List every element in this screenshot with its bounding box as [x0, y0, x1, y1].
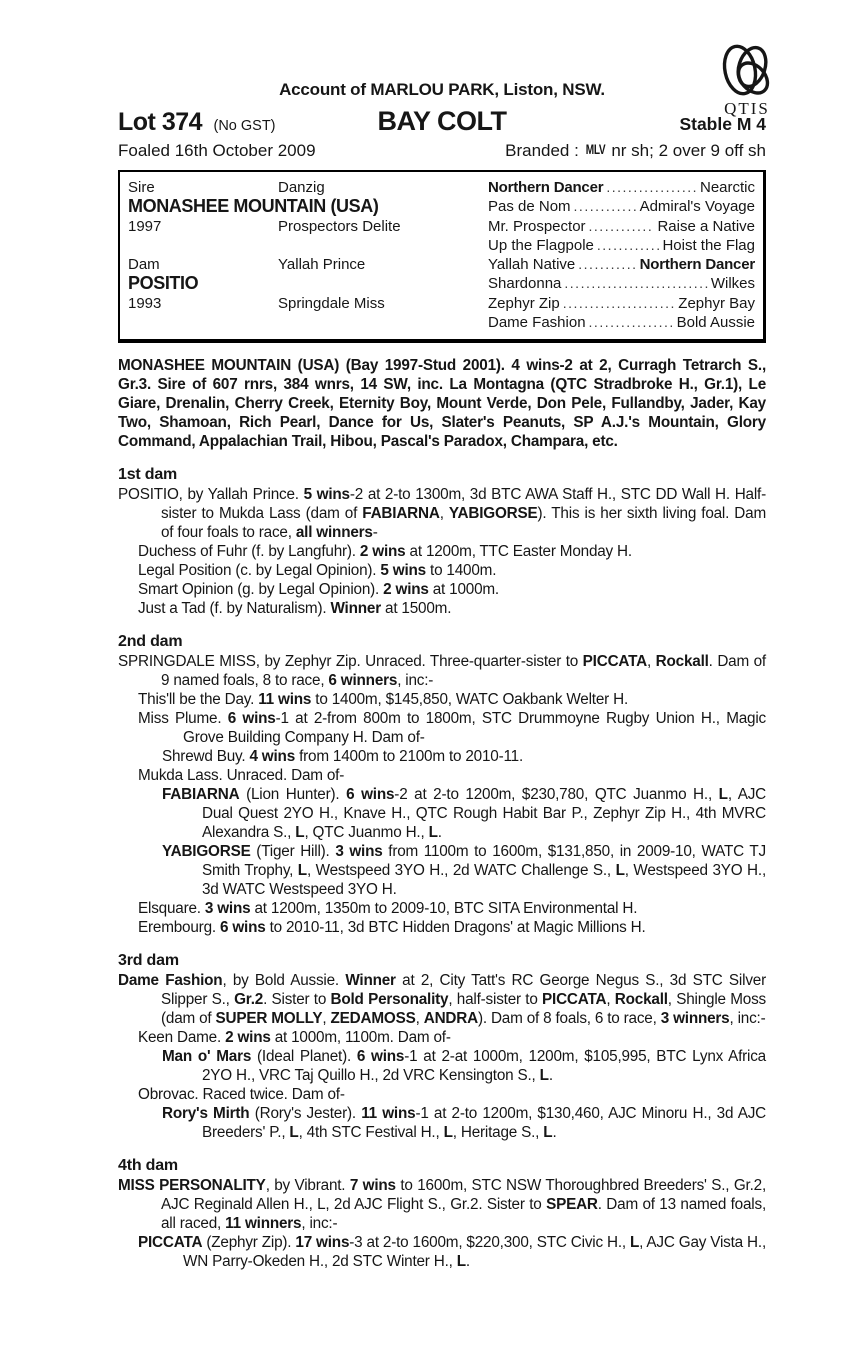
dotted-leader: [589, 217, 655, 236]
great-grandparent-name: Zephyr Bay: [678, 294, 755, 312]
dotted-leader: [578, 255, 636, 274]
dotted-leader: [589, 313, 674, 332]
foaled-branded-row: [118, 141, 766, 161]
pedigree-paragraph: Mukda Lass. Unraced. Dam of-: [138, 767, 345, 785]
branded-detail: nr sh; 2 over 9 off sh: [611, 141, 766, 160]
sire-name: MONASHEE MOUNTAIN (USA): [128, 196, 379, 217]
grandparent-name: Shardonna: [488, 275, 562, 293]
pedigree-paragraph: Obrovac. Raced twice. Dam of-: [138, 1086, 345, 1104]
pedigree-paragraph: Erembourg. 6 wins to 2010-11, 3d BTC Hidden Dragons' at Magic Millions H.: [138, 919, 646, 937]
great-grandparent-name: Hoist the Flag: [662, 236, 755, 254]
pedigree-grandparent-row: [488, 236, 755, 255]
pedigree-paragraph: Shrewd Buy. 4 wins from 1400m to 2100m to 2010-11.: [162, 748, 524, 766]
pedigree-paragraph: Just a Tad (f. by Naturalism). Winner at 1500m.: [138, 600, 452, 618]
pedigree-paragraph: Rory's Mirth (Rory's Jester). 11 wins-1 at 2-to 1200m, $130,460, AJC Minoru H., 3d AJC Breeders' P., L, 4th STC Festival H., L, Heritage S., L.: [162, 1105, 767, 1142]
great-grandparent-name: Wilkes: [710, 275, 755, 293]
branded-label: Branded :: [505, 141, 579, 160]
pedigree-paragraph: Duchess of Fuhr (f. by Langfuhr). 2 wins at 1200m, TTC Easter Monday H.: [138, 543, 632, 561]
dotted-leader: [574, 197, 637, 216]
pedigree-paragraph: YABIGORSE (Tiger Hill). 3 wins from 1100m to 1600m, $131,850, in 2009-10, WATC TJ Smith Trophy, L, Westspeed 3YO H., 2d WATC Challenge S., L, Westspeed 3YO H., 3d WATC Westspeed 3YO H.: [162, 843, 767, 899]
lot-header-row: [118, 106, 766, 137]
great-grandparent-name: Bold Aussie: [676, 314, 755, 332]
dotted-leader: [606, 178, 697, 197]
pedigree-paragraph: Miss Plume. 6 wins-1 at 2-from 800m to 1800m, STC Drummoyne Rugby Union H., Magic Grove Building Company H. Dam of-: [138, 710, 766, 747]
pedigree-grandparent-row: [488, 274, 755, 293]
dam-section-heading: 4th dam: [118, 1157, 178, 1175]
catalogue-page: [118, 0, 766, 1271]
dam-name: POSITIO: [128, 273, 199, 294]
pedigree-paragraph: Man o' Mars (Ideal Planet). 6 wins-1 at 2-at 1000m, 1200m, $105,995, BTC Lynx Africa 2YO H., VRC Taj Quillo H., 2d VRC Kensington S., L.: [162, 1048, 766, 1085]
page-title: BAY COLT: [377, 106, 507, 136]
grandparent-name: Mr. Prospector: [488, 217, 586, 235]
pedigree-grandparent-row: [488, 294, 755, 313]
stable-number: Stable M 4: [679, 114, 766, 134]
pedigree-paragraph: Elsquare. 3 wins at 1200m, 1350m to 2009-10, BTC SITA Environmental H.: [138, 900, 638, 918]
dam-year: 1993: [128, 294, 162, 312]
pedigree-grandparent-row: [488, 197, 755, 216]
pedigree-paragraph: Smart Opinion (g. by Legal Opinion). 2 wins at 1000m.: [138, 581, 499, 599]
dam-section-heading: 3rd dam: [118, 952, 179, 970]
dotted-leader: [563, 294, 676, 313]
pedigree-paragraph: FABIARNA (Lion Hunter). 6 wins-2 at 2-to 1200m, $230,780, QTC Juanmo H., L, AJC Dual Quest 2YO H., Knave H., QTC Rough Habit Bar P., Zephyr Zip H., 4th MVRC Alexandra S., L, QTC Juanmo H., L.: [162, 786, 766, 842]
pedigree-paragraph: POSITIO, by Yallah Prince. 5 wins-2 at 2-to 1300m, 3d BTC AWA Staff H., STC DD Wall H. Half-sister to Mukda Lass (dam of FABIARNA, YABIGORSE). This is her sixth living foal. Dam of four foals to race, all winners-: [118, 486, 767, 542]
pedigree-paragraph: PICCATA (Zephyr Zip). 17 wins-3 at 2-to 1600m, $220,300, STC Civic H., L, AJC Gay Vista H., WN Parry-Okeden H., 2d STC Winter H., L.: [138, 1234, 766, 1271]
qtis-logo-text: QTIS: [724, 99, 770, 118]
dotted-leader: [597, 236, 660, 255]
sire-label: Sire: [128, 179, 155, 196]
pedigree-paragraph: MISS PERSONALITY, by Vibrant. 7 wins to 1600m, STC NSW Thoroughbred Breeders' S., Gr.2, AJC Reginald Allen H., L, 2d AJC Flight S., Gr.2. Sister to SPEAR. Dam of 13 named foals, all raced, 11 winners, inc:-: [118, 1177, 767, 1233]
account-line: Account of MARLOU PARK, Liston, NSW.: [279, 80, 605, 99]
dam-section-heading: 2nd dam: [118, 633, 183, 651]
pedigree-paragraph: Legal Position (c. by Legal Opinion). 5 wins to 1400m.: [138, 562, 497, 580]
pedigree-paragraph: Dame Fashion, by Bold Aussie. Winner at 2, City Tatt's RC George Negus S., 3d STC Silver Slipper S., Gr.2. Sister to Bold Personality, half-sister to PICCATA, Rockall, Shingle Moss (dam of SUPER MOLLY, ZEDAMOSS, ANDRA). Dam of 8 foals, 6 to race, 3 winners, inc:-: [118, 972, 766, 1028]
dam-sections: [118, 466, 766, 1271]
pedigree-parents-column: [128, 178, 488, 332]
dam-label: Dam: [128, 256, 160, 274]
pedigree-grandparent-row: [488, 178, 755, 197]
gst-note: (No GST): [213, 118, 276, 134]
sire-dam: Prospectors Delite: [278, 217, 401, 235]
grandparent-name: Northern Dancer: [488, 179, 604, 196]
great-grandparent-name: Northern Dancer: [639, 256, 755, 274]
dotted-leader: [564, 274, 707, 293]
pedigree-grandparents-column: [488, 178, 755, 332]
pedigree-paragraph: This'll be the Day. 11 wins to 1400m, $145,850, WATC Oakbank Welter H.: [138, 691, 628, 709]
horse-title-block: [377, 106, 506, 137]
great-grandparent-name: Raise a Native: [657, 217, 755, 235]
grandparent-name: Yallah Native: [488, 256, 576, 274]
pedigree-paragraph: SPRINGDALE MISS, by Zephyr Zip. Unraced. Three-quarter-sister to PICCATA, Rockall. Dam of 9 named foals, 8 to race, 6 winners, inc:-: [118, 653, 766, 690]
grandparent-name: Pas de Nom: [488, 198, 571, 216]
lot-block: [118, 108, 377, 137]
grandparent-name: Up the Flagpole: [488, 236, 594, 254]
pedigree-grandparent-row: [488, 313, 755, 332]
grandparent-name: Dame Fashion: [488, 314, 586, 332]
dam-dam: Springdale Miss: [278, 294, 385, 312]
dam-section-heading: 1st dam: [118, 466, 178, 484]
pedigree-table: [118, 170, 766, 343]
grandparent-name: Zephyr Zip: [488, 294, 560, 312]
branded-line: [505, 141, 766, 161]
pedigree-paragraph: Keen Dame. 2 wins at 1000m, 1100m. Dam of-: [138, 1029, 451, 1047]
dam-sire: Yallah Prince: [278, 256, 366, 274]
foaled-date: Foaled 16th October 2009: [118, 141, 316, 160]
sire-summary: MONASHEE MOUNTAIN (USA) (Bay 1997-Stud 2001). 4 wins-2 at 2, Curragh Tetrarch S., Gr.3. Sire of 607 rnrs, 384 wnrs, 14 SW, inc. La Montagna (QTC Stradbroke H., Gr.1), Le Giare, Drenalin, Cherry Creek, Eternity Boy, Mount Verde, Don Pele, Fullandby, Jader, Kay Two, Shamoan, Rich Pearl, Dance for Us, Slater's Peanuts, SP A.J.'s Mountain, Glory Command, Appalachian Trail, Hibou, Pascal's Paradox, Champara, etc.: [118, 357, 766, 451]
great-grandparent-name: Nearctic: [699, 179, 755, 196]
brand-mark: MLV: [585, 141, 605, 157]
sire-year: 1997: [128, 217, 162, 235]
pedigree-grandparent-row: [488, 255, 755, 274]
great-grandparent-name: Admiral's Voyage: [639, 198, 755, 216]
lot-number: Lot 374: [118, 108, 203, 136]
pedigree-grandparent-row: [488, 217, 755, 236]
sire-sire: Danzig: [278, 179, 325, 196]
